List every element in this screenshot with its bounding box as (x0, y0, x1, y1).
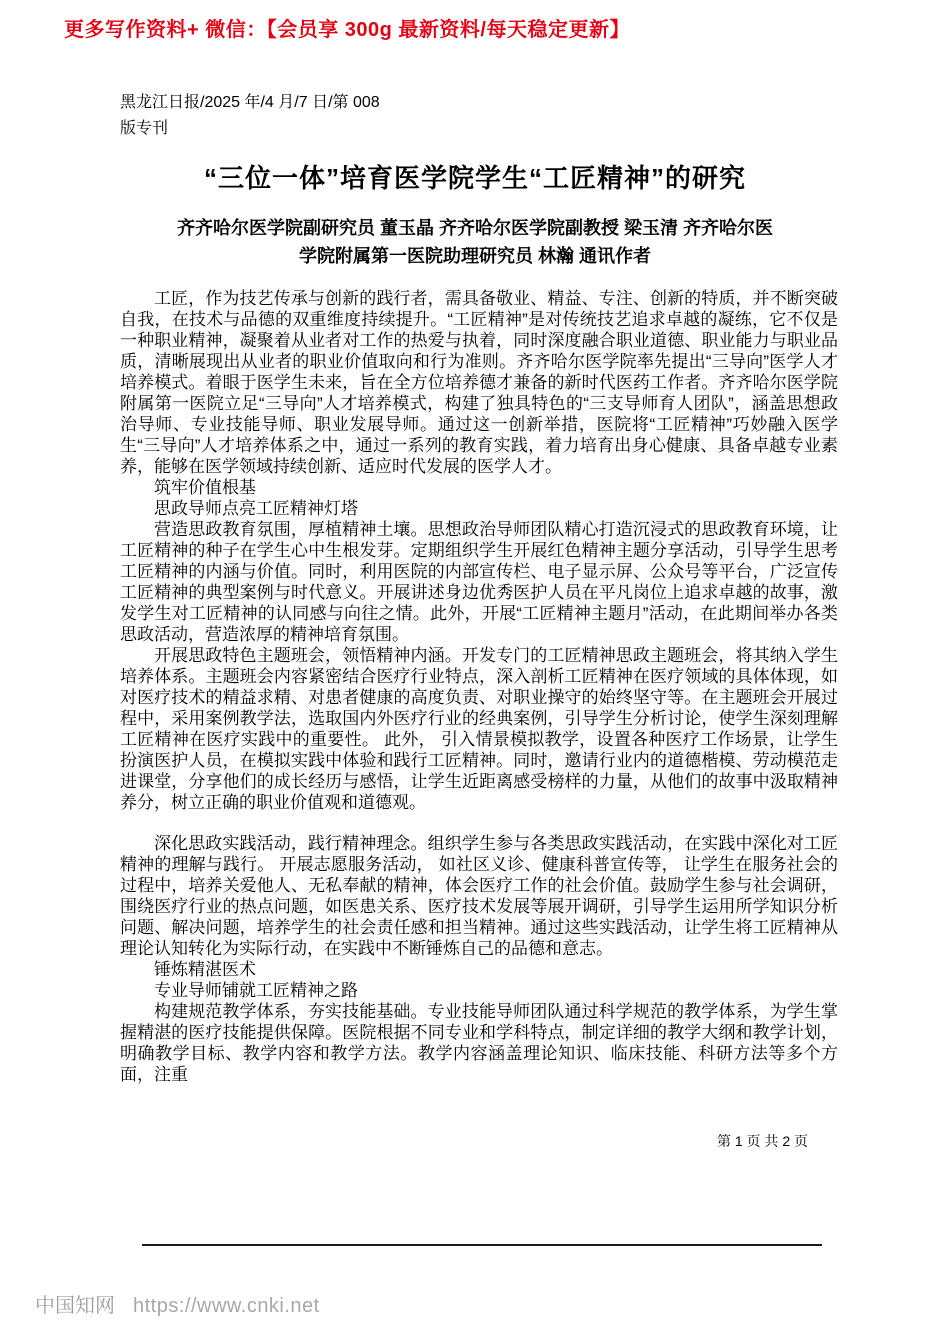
article-title: “三位一体”培育医学院学生“工匠精神”的研究 (203, 163, 746, 193)
article-body (120, 288, 838, 1085)
footer-divider (142, 1244, 822, 1246)
paragraph: 筑牢价值根基 (154, 478, 256, 497)
publication-info (120, 90, 380, 142)
cnki-brand: 中国知网 (35, 1295, 115, 1317)
paragraph: 深化思政实践活动，践行精神理念。组织学生参与各类思政实践活动，在实践中深化对工匠精神的理解与践行。 开展志愿服务活动， 如社区义诊、健康科普宣传等， 让学生在服务社会的过程中，培养关爱他人、无私奉献的精神，体会医疗工作的社会价值。鼓励学生参与社会调研，围绕医疗行业的热点问题，如医患关系、医疗技术发展等展开调研，引导学生运用所学知识分析问题、解决问题，培养学生的社会责任感和担当精神。通过这些实践活动，让学生将工匠精神从理论认知转化为实际行动，在实践中不断锤炼自己的品德和意志。 (120, 834, 838, 958)
paragraph: 工匠，作为技艺传承与创新的践行者，需具备敬业、精益、专注、创新的特质，并不断突破自我，在技术与品德的双重维度持续提升。“工匠精神”是对传统技艺追求卓越的凝练，它不仅是一种职业精神，凝聚着从业者对工作的热爱与执着，同时深度融合职业道德、职业能力与职业品质，清晰展现出从业者的职业价值取向和行为准则。齐齐哈尔医学院率先提出“三导向”医学人才培养模式。着眼于医学生未来，旨在全方位培养德才兼备的新时代医药工作者。齐齐哈尔医学院附属第一医院立足“三导向”人才培养模式，构建了独具特色的“三支导师育人团队”，涵盖思想政治导师、专业技能导师、职业发展导师。通过这一创新举措，医院将“工匠精神”巧妙融入医学生“三导向”人才培养体系之中，通过一系列的教育实践，着力培育出身心健康、具备卓越专业素养，能够在医学领域持续创新、适应时代发展的医学人才。 (120, 289, 838, 476)
paragraph: 锤炼精湛医术 (154, 960, 256, 979)
publication-source-line: 黑龙江日报/2025 年/4 月/7 日/第 008 (120, 94, 380, 111)
paragraph: 思政导师点亮工匠精神灯塔 (154, 499, 358, 518)
author-block (116, 214, 834, 270)
paragraph: 构建规范教学体系，夯实技能基础。专业技能导师团队通过科学规范的教学体系，为学生掌握精湛的医疗技能提供保障。医院根据不同专业和学科特点，制定详细的教学大纲和教学计划，明确教学目标、教学内容和教学方法。教学内容涵盖理论知识、临床技能、科研方法等多个方面，注重 (120, 1002, 838, 1084)
promo-banner: 更多写作资料+ 微信：【会员享 300g 最新资料/每天稳定更新】 (64, 19, 630, 41)
publication-edition-line: 版专刊 (120, 120, 169, 137)
author-line-1: 齐齐哈尔医学院副研究员 董玉晶 齐齐哈尔医学院副教授 梁玉清 齐齐哈尔医 (176, 218, 773, 238)
paragraph: 营造思政教育氛围，厚植精神土壤。思想政治导师团队精心打造沉浸式的思政教育环境，让工匠精神的种子在学生心中生根发芽。定期组织学生开展红色精神主题分享活动，引导学生思考工匠精神的内涵与价值。同时，利用医院的内部宣传栏、电子显示屏、公众号等平台，广泛宣传工匠精神的典型案例与时代意义。开展讲述身边优秀医护人员在平凡岗位上追求卓越的故事，激发学生对工匠精神的认同感与向往之情。此外，开展“工匠精神主题月”活动，在此期间举办各类思政活动，营造浓厚的精神培育氛围。 (120, 520, 838, 644)
paragraph: 开展思政特色主题班会，领悟精神内涵。开发专门的工匠精神思政主题班会，将其纳入学生培养体系。主题班会内容紧密结合医疗行业特点，深入剖析工匠精神在医疗领域的具体体现，如对医疗技术的精益求精、对患者健康的高度负责、对职业操守的始终坚守等。在主题班会开展过程中，采用案例教学法，选取国内外医疗行业的经典案例，引导学生分析讨论，使学生深刻理解工匠精神在医疗实践中的重要性。 此外， 引入情景模拟教学，设置各种医疗工作场景，让学生扮演医护人员，在模拟实践中体验和践行工匠精神。同时，邀请行业内的道德楷模、劳动模范走进课堂，分享他们的成长经历与感悟，让学生近距离感受榜样的力量，从他们的故事中汲取精神养分，树立正确的职业价值观和道德观。 (120, 646, 838, 812)
paragraph: 专业导师铺就工匠精神之路 (154, 981, 358, 1000)
page-indicator: 第 1 页 共 2 页 (716, 1133, 808, 1149)
author-line-2: 学院附属第一医院助理研究员 林瀚 通讯作者 (299, 246, 651, 266)
cnki-watermark (35, 1289, 320, 1318)
cnki-url: https://www.cnki.net (133, 1295, 320, 1317)
